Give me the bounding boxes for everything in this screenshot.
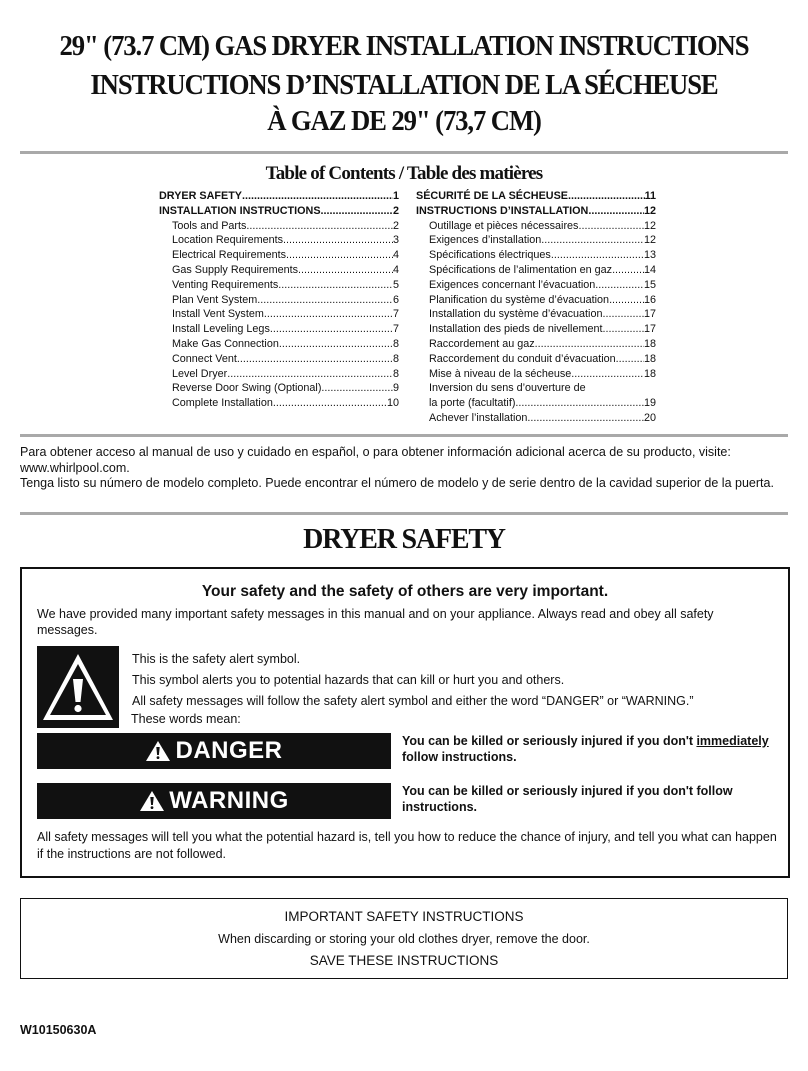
toc-entry	[159, 381, 399, 396]
dryer-safety-heading: DRYER SAFETY	[303, 524, 505, 555]
toc-entry	[159, 189, 399, 204]
title-line-2: INSTRUCTIONS D’INSTALLATION DE LA SÉCHEUSE	[90, 69, 718, 101]
toc-entry-page: 2	[392, 219, 399, 232]
toc-entry-label: Mise à niveau de la sécheuse	[429, 367, 572, 380]
warning-triangle-icon	[145, 740, 171, 762]
toc-entry	[159, 322, 399, 337]
toc-entry-page: 15	[643, 278, 656, 291]
warning-banner	[37, 783, 391, 819]
save-instructions: SAVE THESE INSTRUCTIONS	[309, 953, 499, 968]
toc-entry-page: 14	[643, 263, 656, 276]
toc-entry-label: Outillage et pièces nécessaires	[429, 219, 579, 232]
toc-entry	[416, 337, 656, 352]
safety-alert-icon	[37, 646, 119, 728]
part-number: W10150630A	[20, 1023, 97, 1037]
toc-entry-page: 4	[392, 263, 399, 276]
toc-entry-page: 13	[643, 249, 656, 262]
toc-entry-page: 12	[643, 234, 656, 247]
toc-entry-page: 4	[392, 249, 399, 262]
divider-safety	[20, 512, 788, 515]
toc-entry-page: 18	[643, 337, 656, 350]
toc-entry	[159, 248, 399, 263]
toc-entry	[416, 367, 656, 382]
spanish-note-access: Para obtener acceso al manual de uso y cuidado en español, o para obtener información adicional acerca de su producto, visite: www.whirlpool.com.	[20, 445, 731, 475]
toc-entry	[416, 352, 656, 367]
alert-line-4: These words mean:	[131, 712, 241, 726]
toc-entry	[159, 219, 399, 234]
toc-entry	[159, 352, 399, 367]
alert-line-2: This symbol alerts you to potential hazards that can kill or hurt you and others.	[132, 673, 565, 687]
toc-entry-page: 8	[392, 337, 399, 350]
toc-entry-page: 11	[644, 190, 656, 202]
toc-entry-page: 18	[643, 352, 656, 365]
toc-entry	[159, 337, 399, 352]
toc-entry-page: 2	[392, 204, 399, 217]
alert-explanation	[132, 649, 782, 726]
toc-entry-label: Plan Vent System	[172, 293, 258, 306]
safety-box-footer: All safety messages will tell you what the potential hazard is, tell you how to reduce the chance of injury, and tell you what can happen if the instructions are not followed.	[37, 830, 777, 861]
toc-right-column	[416, 189, 656, 426]
toc-entry-page: 18	[643, 367, 656, 380]
toc-entry-label: Install Vent System	[172, 308, 264, 321]
toc-entry	[416, 411, 656, 426]
toc-entry-label: Electrical Requirements	[172, 249, 287, 262]
toc-entry-label: Planification du système d’évacuation	[429, 293, 610, 306]
safety-box-heading: Your safety and the safety of others are very important.	[201, 583, 609, 600]
toc-entry-label: Raccordement du conduit d’évacuation	[429, 352, 616, 365]
toc-entry	[416, 307, 656, 322]
toc-entry	[416, 189, 656, 204]
toc-entry-page: 19	[643, 397, 656, 410]
toc-entry-label: DRYER SAFETY	[159, 190, 242, 202]
toc-entry-page: 17	[643, 323, 656, 336]
important-body: When discarding or storing your old clothes dryer, remove the door.	[218, 932, 590, 946]
alert-line-3: All safety messages will follow the safety alert symbol and either the word “DANGER” or “WARNING.”	[132, 694, 694, 708]
toc-entry	[416, 381, 656, 411]
toc-entry	[159, 293, 399, 308]
toc-entry	[416, 219, 656, 234]
toc-entry	[159, 204, 399, 219]
toc-entry-label: Make Gas Connection	[172, 337, 279, 350]
warning-label: WARNING	[169, 787, 289, 814]
toc-entry-label: Installation du système d’évacuation	[429, 308, 603, 321]
toc-entry	[416, 293, 656, 308]
toc-entry	[416, 248, 656, 263]
toc-entry-label: Spécifications de l’alimentation en gaz	[429, 263, 613, 276]
important-safety-box	[20, 898, 788, 979]
toc-entry-label: Exigences d’installation	[429, 234, 542, 247]
toc-entry	[416, 263, 656, 278]
toc-entry	[416, 233, 656, 248]
toc-left-column	[159, 189, 399, 411]
toc-entry-label: Level Dryer	[172, 367, 228, 380]
divider-top	[20, 151, 788, 154]
title-line-1: 29" (73.7 CM) GAS DRYER INSTALLATION INSTRUCTIONS	[59, 30, 749, 62]
toc-entry	[416, 322, 656, 337]
toc-entry	[159, 278, 399, 293]
toc-entry-label: Inversion du sens d’ouverture de	[429, 382, 586, 395]
safety-box-intro: We have provided many important safety messages in this manual and on your appliance. Always read and obey all safety messages.	[37, 607, 714, 637]
toc-entry-page: 17	[643, 308, 656, 321]
toc-entry-label: Venting Requirements	[172, 278, 279, 291]
danger-description: You can be killed or seriously injured if you don't immediately follow instructions.	[402, 734, 769, 764]
toc-entry-page: 6	[392, 293, 399, 306]
toc-entry-label: INSTRUCTIONS D’INSTALLATION	[416, 204, 589, 217]
toc-entry-label: la porte (facultatif)	[429, 397, 516, 410]
toc-entry	[159, 367, 399, 382]
safety-box	[20, 567, 790, 878]
toc-entry-page: 8	[392, 352, 399, 365]
alert-line-1: This is the safety alert symbol.	[132, 652, 301, 666]
toc-entry-label: Location Requirements	[172, 234, 284, 247]
toc-entry-label: Complete Installation	[172, 397, 273, 410]
toc-entry-label: Connect Vent	[172, 352, 237, 365]
toc-entry-label: SÉCURITÉ DE LA SÉCHEUSE	[416, 190, 568, 202]
toc-entry-page: 20	[643, 411, 656, 424]
toc-entry-page: 7	[392, 323, 399, 336]
toc-entry-label: Raccordement au gaz	[429, 337, 535, 350]
important-title: IMPORTANT SAFETY INSTRUCTIONS	[284, 909, 524, 924]
toc-entry-page: 1	[392, 190, 399, 202]
toc-entry-label: Reverse Door Swing (Optional)	[172, 382, 322, 395]
toc-entry-page: 3	[392, 234, 399, 247]
toc-entry-label: Achever l’installation	[429, 411, 528, 424]
toc-entry-label: INSTALLATION INSTRUCTIONS	[159, 204, 321, 217]
toc-entry-label: Exigences concernant l’évacuation	[429, 278, 596, 291]
warning-triangle-icon	[139, 790, 165, 812]
toc-entry-page: 16	[643, 293, 656, 306]
toc-entry-label: Gas Supply Requirements	[172, 263, 299, 276]
warning-description: You can be killed or seriously injured if you don't follow instructions.	[402, 784, 733, 814]
toc-entry-page: 12	[643, 219, 656, 232]
danger-label: DANGER	[175, 737, 283, 764]
toc-entry-label: Install Leveling Legs	[172, 323, 270, 336]
toc-entry	[159, 307, 399, 322]
toc-entry-page: 12	[643, 204, 656, 217]
toc-entry-page: 9	[392, 382, 399, 395]
toc-entry	[159, 396, 399, 411]
toc-entry	[416, 204, 656, 219]
toc-entry-label: Spécifications électriques	[429, 249, 551, 262]
toc-entry	[159, 263, 399, 278]
toc-entry-page: 5	[392, 278, 399, 291]
title-line-3: À GAZ DE 29" (73,7 CM)	[267, 105, 541, 137]
toc-entry-page: 8	[392, 367, 399, 380]
toc-entry-label: Tools and Parts	[172, 219, 247, 232]
toc-entry-page: 10	[386, 397, 399, 410]
danger-banner	[37, 733, 391, 769]
spanish-note-model: Tenga listo su número de modelo completo. Puede encontrar el número de modelo y de serie dentro de la cavidad superior de la puerta.	[20, 476, 774, 490]
divider-toc	[20, 434, 788, 437]
toc-entry	[159, 233, 399, 248]
toc-title: Table of Contents / Table des matières	[265, 163, 543, 184]
toc-entry-label: Installation des pieds de nivellement	[429, 323, 603, 336]
toc-entry	[416, 278, 656, 293]
toc-entry-page: 7	[392, 308, 399, 321]
